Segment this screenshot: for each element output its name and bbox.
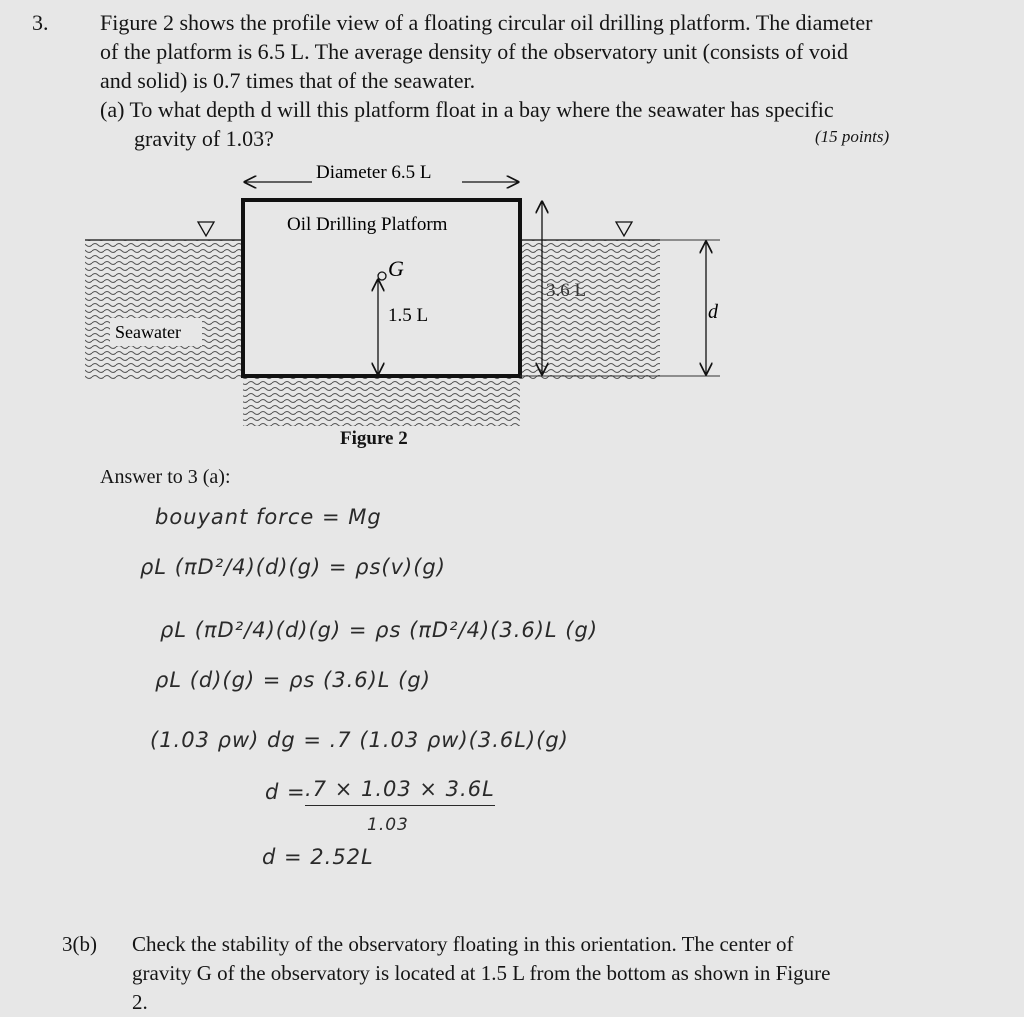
- figure-2-diagram: [80, 158, 720, 426]
- seawater-left: [85, 240, 243, 380]
- handwritten-line: ρL (πD²/4)(d)(g) = ρs(v)(g): [140, 555, 446, 579]
- question-text: [100, 8, 1000, 95]
- g-label: G: [388, 256, 404, 281]
- question-number: 3.: [32, 10, 49, 35]
- question-line-1: Figure 2 shows the profile view of a floating circular oil drilling platform. The diameter: [100, 10, 873, 35]
- part-b-label: 3(b): [62, 932, 97, 956]
- g-height-label: 1.5 L: [388, 305, 429, 326]
- answer-label: Answer to 3 (a):: [100, 466, 231, 488]
- part-a-line-1: (a) To what depth d will this platform float in a bay where the seawater has specific: [100, 97, 834, 122]
- part-b-line-1: Check the stability of the observatory floating in this orientation. The center of: [132, 932, 794, 956]
- handwritten-line: d =: [265, 780, 306, 804]
- question-line-2: of the platform is 6.5 L. The average density of the observatory unit (consists of void: [100, 39, 849, 64]
- seawater-right: [520, 240, 660, 380]
- figure-caption: Figure 2: [340, 428, 408, 449]
- handwritten-line: bouyant force = Mg: [155, 505, 382, 529]
- handwritten-line: ρL (πD²/4)(d)(g) = ρs (πD²/4)(3.6)L (g): [160, 618, 599, 642]
- seawater-label: Seawater: [115, 322, 181, 342]
- diameter-label: Diameter 6.5 L: [316, 162, 432, 183]
- handwritten-numerator: .7 × 1.03 × 3.6L: [305, 777, 495, 806]
- handwritten-denominator: 1.03: [367, 815, 409, 835]
- water-level-icon: [616, 222, 632, 236]
- handwritten-line: (1.03 ρw) dg = .7 (1.03 ρw)(3.6L)(g): [150, 728, 569, 752]
- handwritten-line: ρL (d)(g) = ρs (3.6)L (g): [155, 668, 431, 692]
- part-b-line-2: gravity G of the observatory is located at 1.5 L from the bottom as shown in Figure: [132, 961, 831, 985]
- platform-height-label: 3.6 L: [546, 280, 587, 301]
- water-level-icon: [198, 222, 214, 236]
- depth-label: d: [708, 301, 718, 323]
- handwritten-result: d = 2.52L: [262, 845, 374, 869]
- seawater-below: [243, 376, 520, 426]
- question-line-3: and solid) is 0.7 times that of the seawater.: [100, 68, 476, 93]
- points-label: (15 points): [815, 127, 890, 146]
- platform-label: Oil Drilling Platform: [287, 214, 448, 235]
- part-b-line-3: 2.: [132, 990, 148, 1014]
- part-a-line-2: gravity of 1.03?: [134, 126, 274, 151]
